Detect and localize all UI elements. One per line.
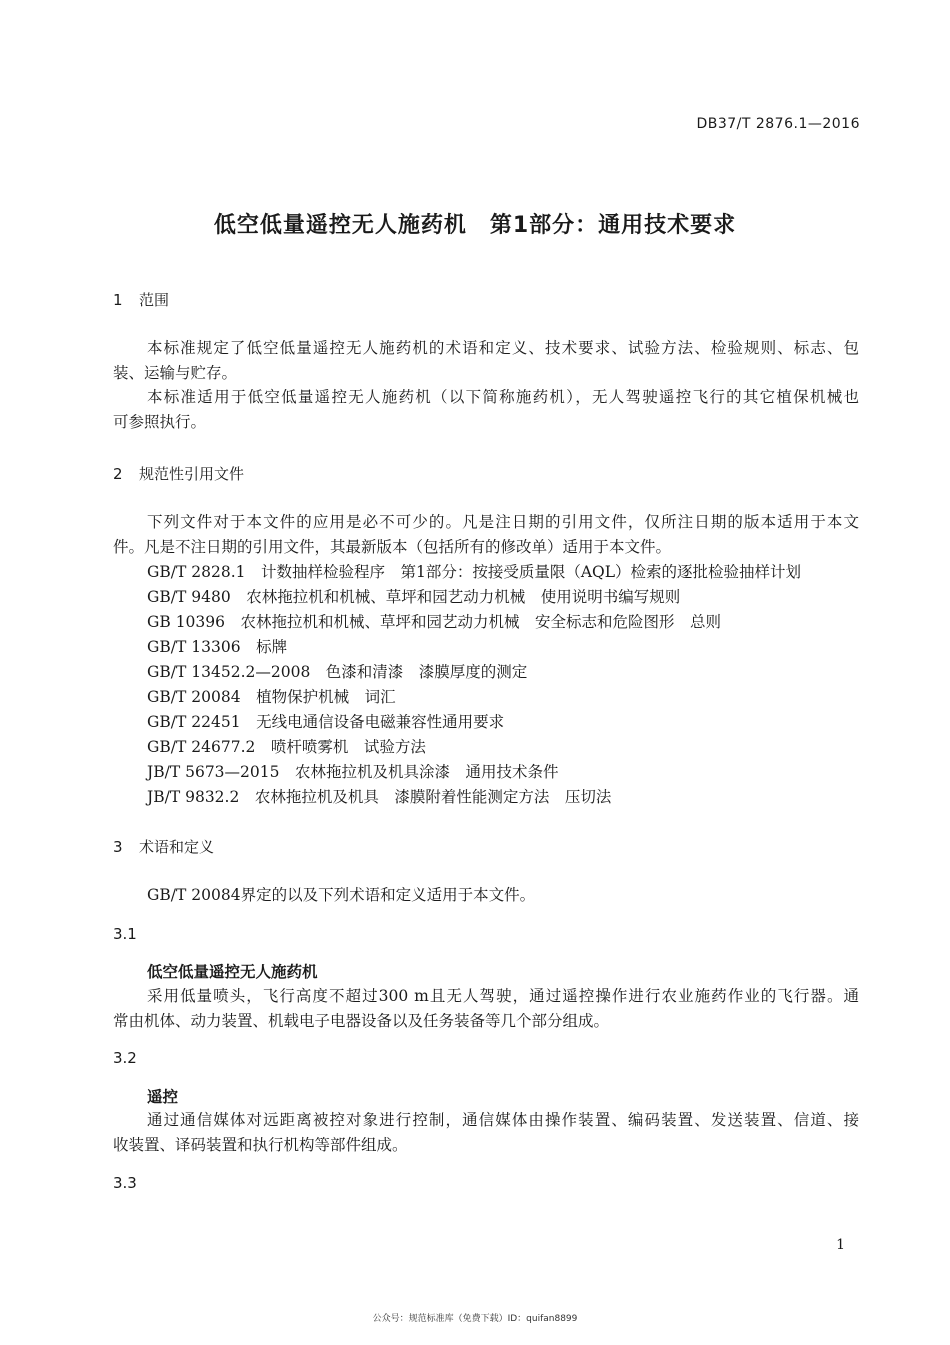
reference-item: GB/T 22451 无线电通信设备电磁兼容性通用要求 bbox=[147, 713, 505, 731]
reference-item: GB/T 9480 农林拖拉机和机械、草坪和园艺动力机械 使用说明书编写规则 bbox=[147, 588, 681, 606]
term-definition-line-1: 采用低量喷头，飞行高度不超过300 m且无人驾驶，通过遥控操作进行农业施药作业的飞行器。通 bbox=[147, 987, 859, 1005]
section-heading-normative-references bbox=[113, 463, 244, 484]
reference-item: GB 10396 农林拖拉机和机械、草坪和园艺动力机械 安全标志和危险图形 总则 bbox=[147, 613, 722, 631]
section-number: 1 bbox=[113, 291, 123, 309]
scope-paragraph-1-line-1: 本标准规定了低空低量遥控无人施药机的术语和定义、技术要求、试验方法、检验规则、标志、包 bbox=[147, 339, 859, 357]
standard-code: DB37/T 2876.1—2016 bbox=[696, 116, 860, 132]
reference-item: GB/T 20084 植物保护机械 词汇 bbox=[147, 688, 396, 706]
reference-item: JB/T 5673—2015 农林拖拉机及机具涂漆 通用技术条件 bbox=[147, 763, 559, 781]
term-number: 3.3 bbox=[113, 1174, 137, 1192]
reference-item: JB/T 9832.2 农林拖拉机及机具 漆膜附着性能测定方法 压切法 bbox=[147, 788, 612, 806]
section-heading-terms bbox=[113, 836, 214, 857]
scope-paragraph-2-line-2: 可参照执行。 bbox=[113, 413, 207, 431]
term-name: 低空低量遥控无人施药机 bbox=[147, 963, 318, 981]
page-number: 1 bbox=[836, 1237, 845, 1253]
terms-intro: GB/T 20084界定的以及下列术语和定义适用于本文件。 bbox=[147, 886, 536, 904]
section-heading-scope bbox=[113, 289, 169, 310]
reference-item: GB/T 2828.1 计数抽样检验程序 第1部分：按接受质量限（AQL）检索的逐批检验抽样计划 bbox=[147, 563, 802, 581]
term-number: 3.2 bbox=[113, 1049, 137, 1067]
footer-note: 公众号：规范标准库（免费下载）ID：quifan8899 bbox=[372, 1314, 578, 1324]
section-title: 规范性引用文件 bbox=[139, 465, 245, 483]
section-title: 术语和定义 bbox=[139, 838, 215, 856]
scope-paragraph-2-line-1: 本标准适用于低空低量遥控无人施药机（以下简称施药机），无人驾驶遥控飞行的其它植保机械也 bbox=[147, 388, 859, 406]
term-number: 3.1 bbox=[113, 925, 137, 943]
scope-paragraph-1-line-2: 装、运输与贮存。 bbox=[113, 364, 238, 382]
reference-item: GB/T 13452.2—2008 色漆和清漆 漆膜厚度的测定 bbox=[147, 663, 528, 681]
reference-item: GB/T 24677.2 喷杆喷雾机 试验方法 bbox=[147, 738, 426, 756]
term-name: 遥控 bbox=[147, 1088, 179, 1106]
term-definition-line-1: 通过通信媒体对远距离被控对象进行控制，通信媒体由操作装置、编码装置、发送装置、信道、接 bbox=[147, 1111, 859, 1129]
term-definition-line-2: 收装置、译码装置和执行机构等部件组成。 bbox=[113, 1136, 408, 1154]
references-intro-line-2: 件。凡是不注日期的引用文件，其最新版本（包括所有的修改单）适用于本文件。 bbox=[113, 538, 672, 556]
page-title: 低空低量遥控无人施药机 第1部分：通用技术要求 bbox=[213, 213, 737, 238]
section-title: 范围 bbox=[139, 291, 170, 309]
section-number: 3 bbox=[113, 838, 123, 856]
section-number: 2 bbox=[113, 465, 123, 483]
term-definition-line-2: 常由机体、动力装置、机载电子电器设备以及任务装备等几个部分组成。 bbox=[113, 1012, 610, 1030]
reference-item: GB/T 13306 标牌 bbox=[147, 638, 288, 656]
references-intro-line-1: 下列文件对于本文件的应用是必不可少的。凡是注日期的引用文件，仅所注日期的版本适用于本文 bbox=[147, 513, 859, 531]
